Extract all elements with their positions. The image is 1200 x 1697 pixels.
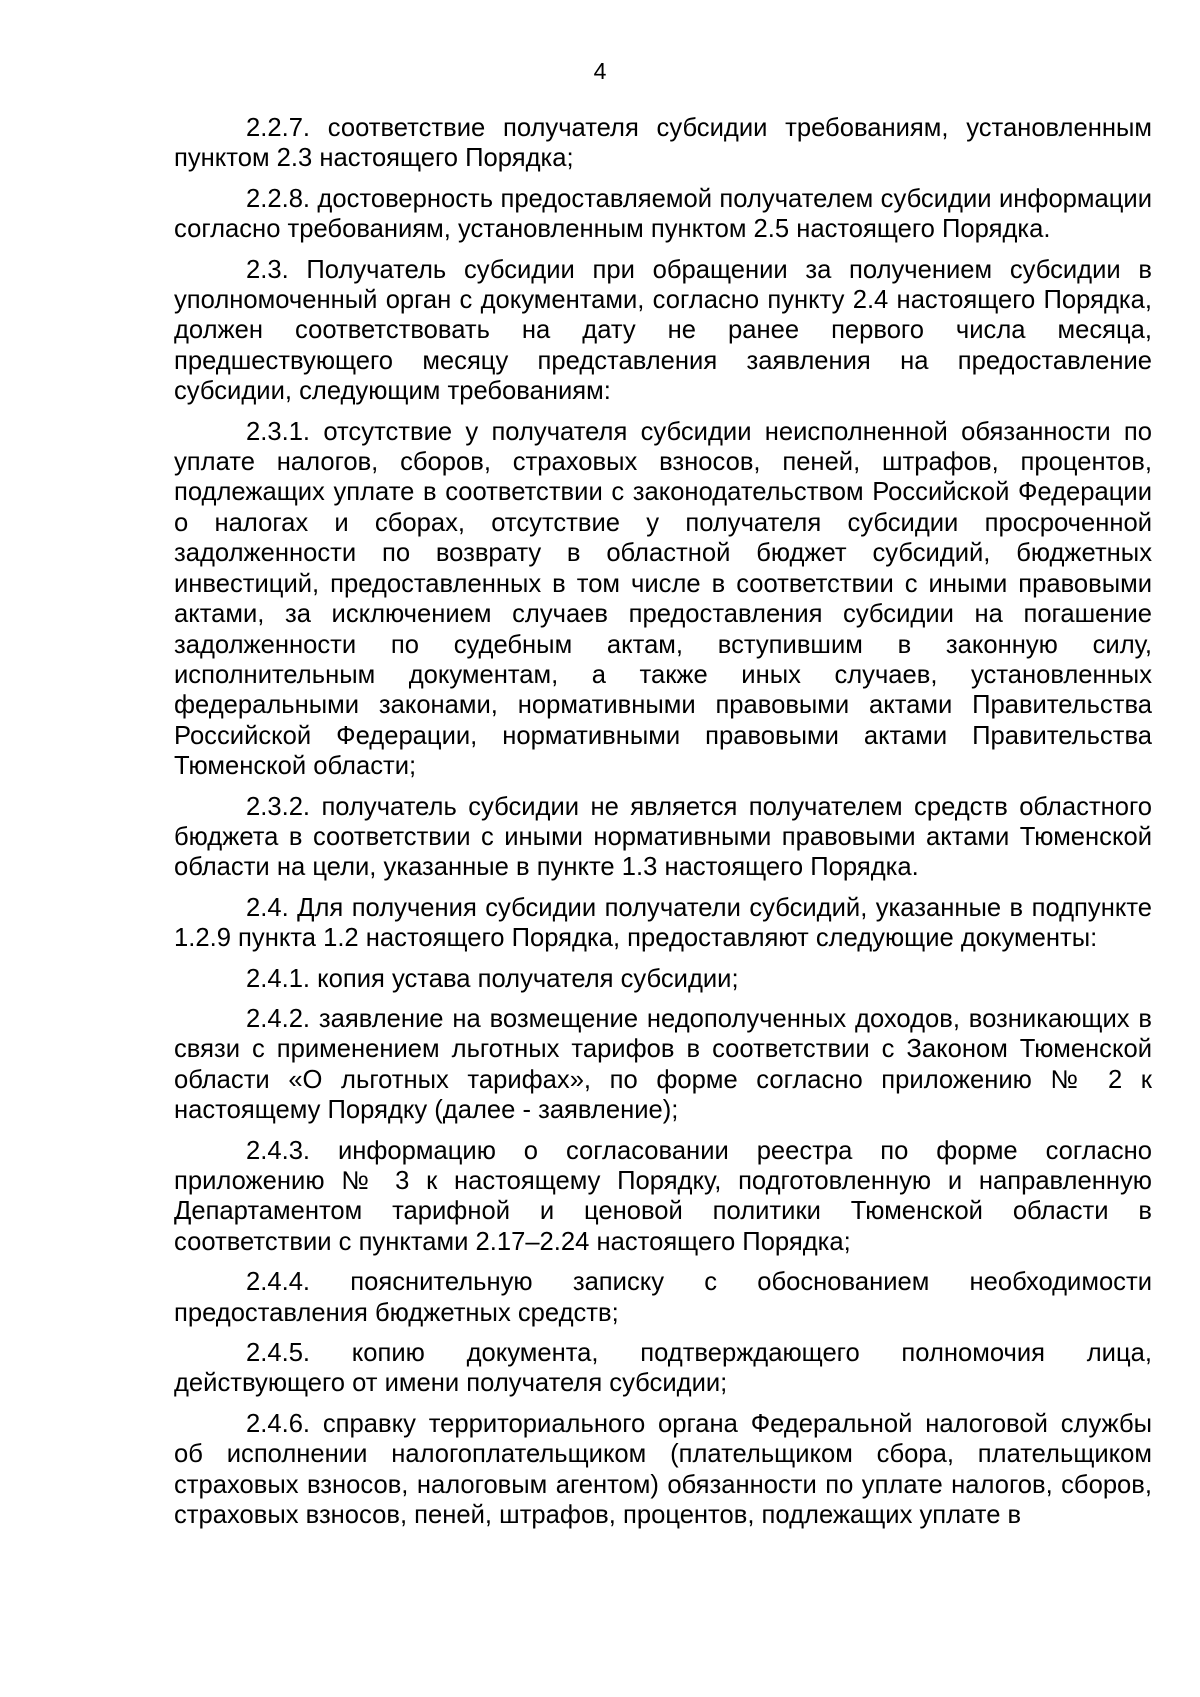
paragraph-2-4: 2.4. Для получения субсидии получатели субсидий, указанные в подпункте 1.2.9 пункта 1.2 настоящего Порядка, предоставляют следующие документы: [174, 893, 1152, 953]
paragraph-2-4-1: 2.4.1. копия устава получателя субсидии; [246, 964, 739, 993]
paragraph-2-4-2: 2.4.2. заявление на возмещение недополученных доходов, возникающих в связи с применением льготных тарифов в соответствии с Законом Тюменской области «О льготных тарифах», по форме согласно приложению № 2 к настоящему Порядку (далее - заявление); [174, 1004, 1152, 1125]
paragraph-2-3-1: 2.3.1. отсутствие у получателя субсидии неисполненной обязанности по уплате налогов, сборов, страховых взносов, пеней, штрафов, процентов, подлежащих уплате в соответствии с законодательством Российской Федерации о налогах и сборах, отсутствие у получателя субсидии просроченной задолженности по возврату в областной бюджет субсидий, бюджетных инвестиций, предоставленных в том числе в соответствии с иными правовыми актами, за исключением случаев предоставления субсидии на погашение задолженности по судебным актам, вступившим в законную силу, исполнительным документам, а также иных случаев, установленных федеральными законами, нормативными правовыми актами Правительства Российской Федерации, нормативными правовыми актами Правительства Тюменской области; [174, 417, 1152, 781]
paragraph-2-4-6: 2.4.6. справку территориального органа Федеральной налоговой службы об исполнении налогоплательщиком (плательщиком сбора, плательщиком страховых взносов, налоговым агентом) обязанности по уплате налогов, сборов, страховых взносов, пеней, штрафов, процентов, подлежащих уплате в [174, 1409, 1152, 1530]
page-number: 4 [593, 58, 607, 84]
paragraph-2-2-8: 2.2.8. достоверность предоставляемой получателем субсидии информации согласно требованиям, установленным пунктом 2.5 настоящего Порядка. [174, 184, 1152, 244]
paragraph-2-4-4: 2.4.4. пояснительную записку с обоснованием необходимости предоставления бюджетных средств; [174, 1268, 1152, 1327]
document-body [174, 113, 1152, 1540]
paragraph-2-4-3: 2.4.3. информацию о согласовании реестра по форме согласно приложению № 3 к настоящему Порядку, подготовленную и направленную Департаментом тарифной и ценовой политики Тюменской области в соответствии с пунктами 2.17–2.24 настоящего Порядка; [174, 1136, 1152, 1256]
paragraph-2-4-5: 2.4.5. копию документа, подтверждающего полномочия лица, действующего от имени получателя субсидии; [174, 1339, 1152, 1398]
paragraph-2-2-7: 2.2.7. соответствие получателя субсидии требованиям, установленным пунктом 2.3 настоящего Порядка; [174, 114, 1152, 173]
paragraph-2-3-2: 2.3.2. получатель субсидии не является получателем средств областного бюджета в соответствии с иными нормативными правовыми актами Тюменской области на цели, указанные в пункте 1.3 настоящего Порядка. [174, 792, 1152, 882]
paragraph-2-3: 2.3. Получатель субсидии при обращении за получением субсидии в уполномоченный орган с документами, согласно пункту 2.4 настоящего Порядка, должен соответствовать на дату не ранее первого числа месяца, предшествующего месяцу представления заявления на предоставление субсидии, следующим требованиям: [174, 255, 1152, 406]
